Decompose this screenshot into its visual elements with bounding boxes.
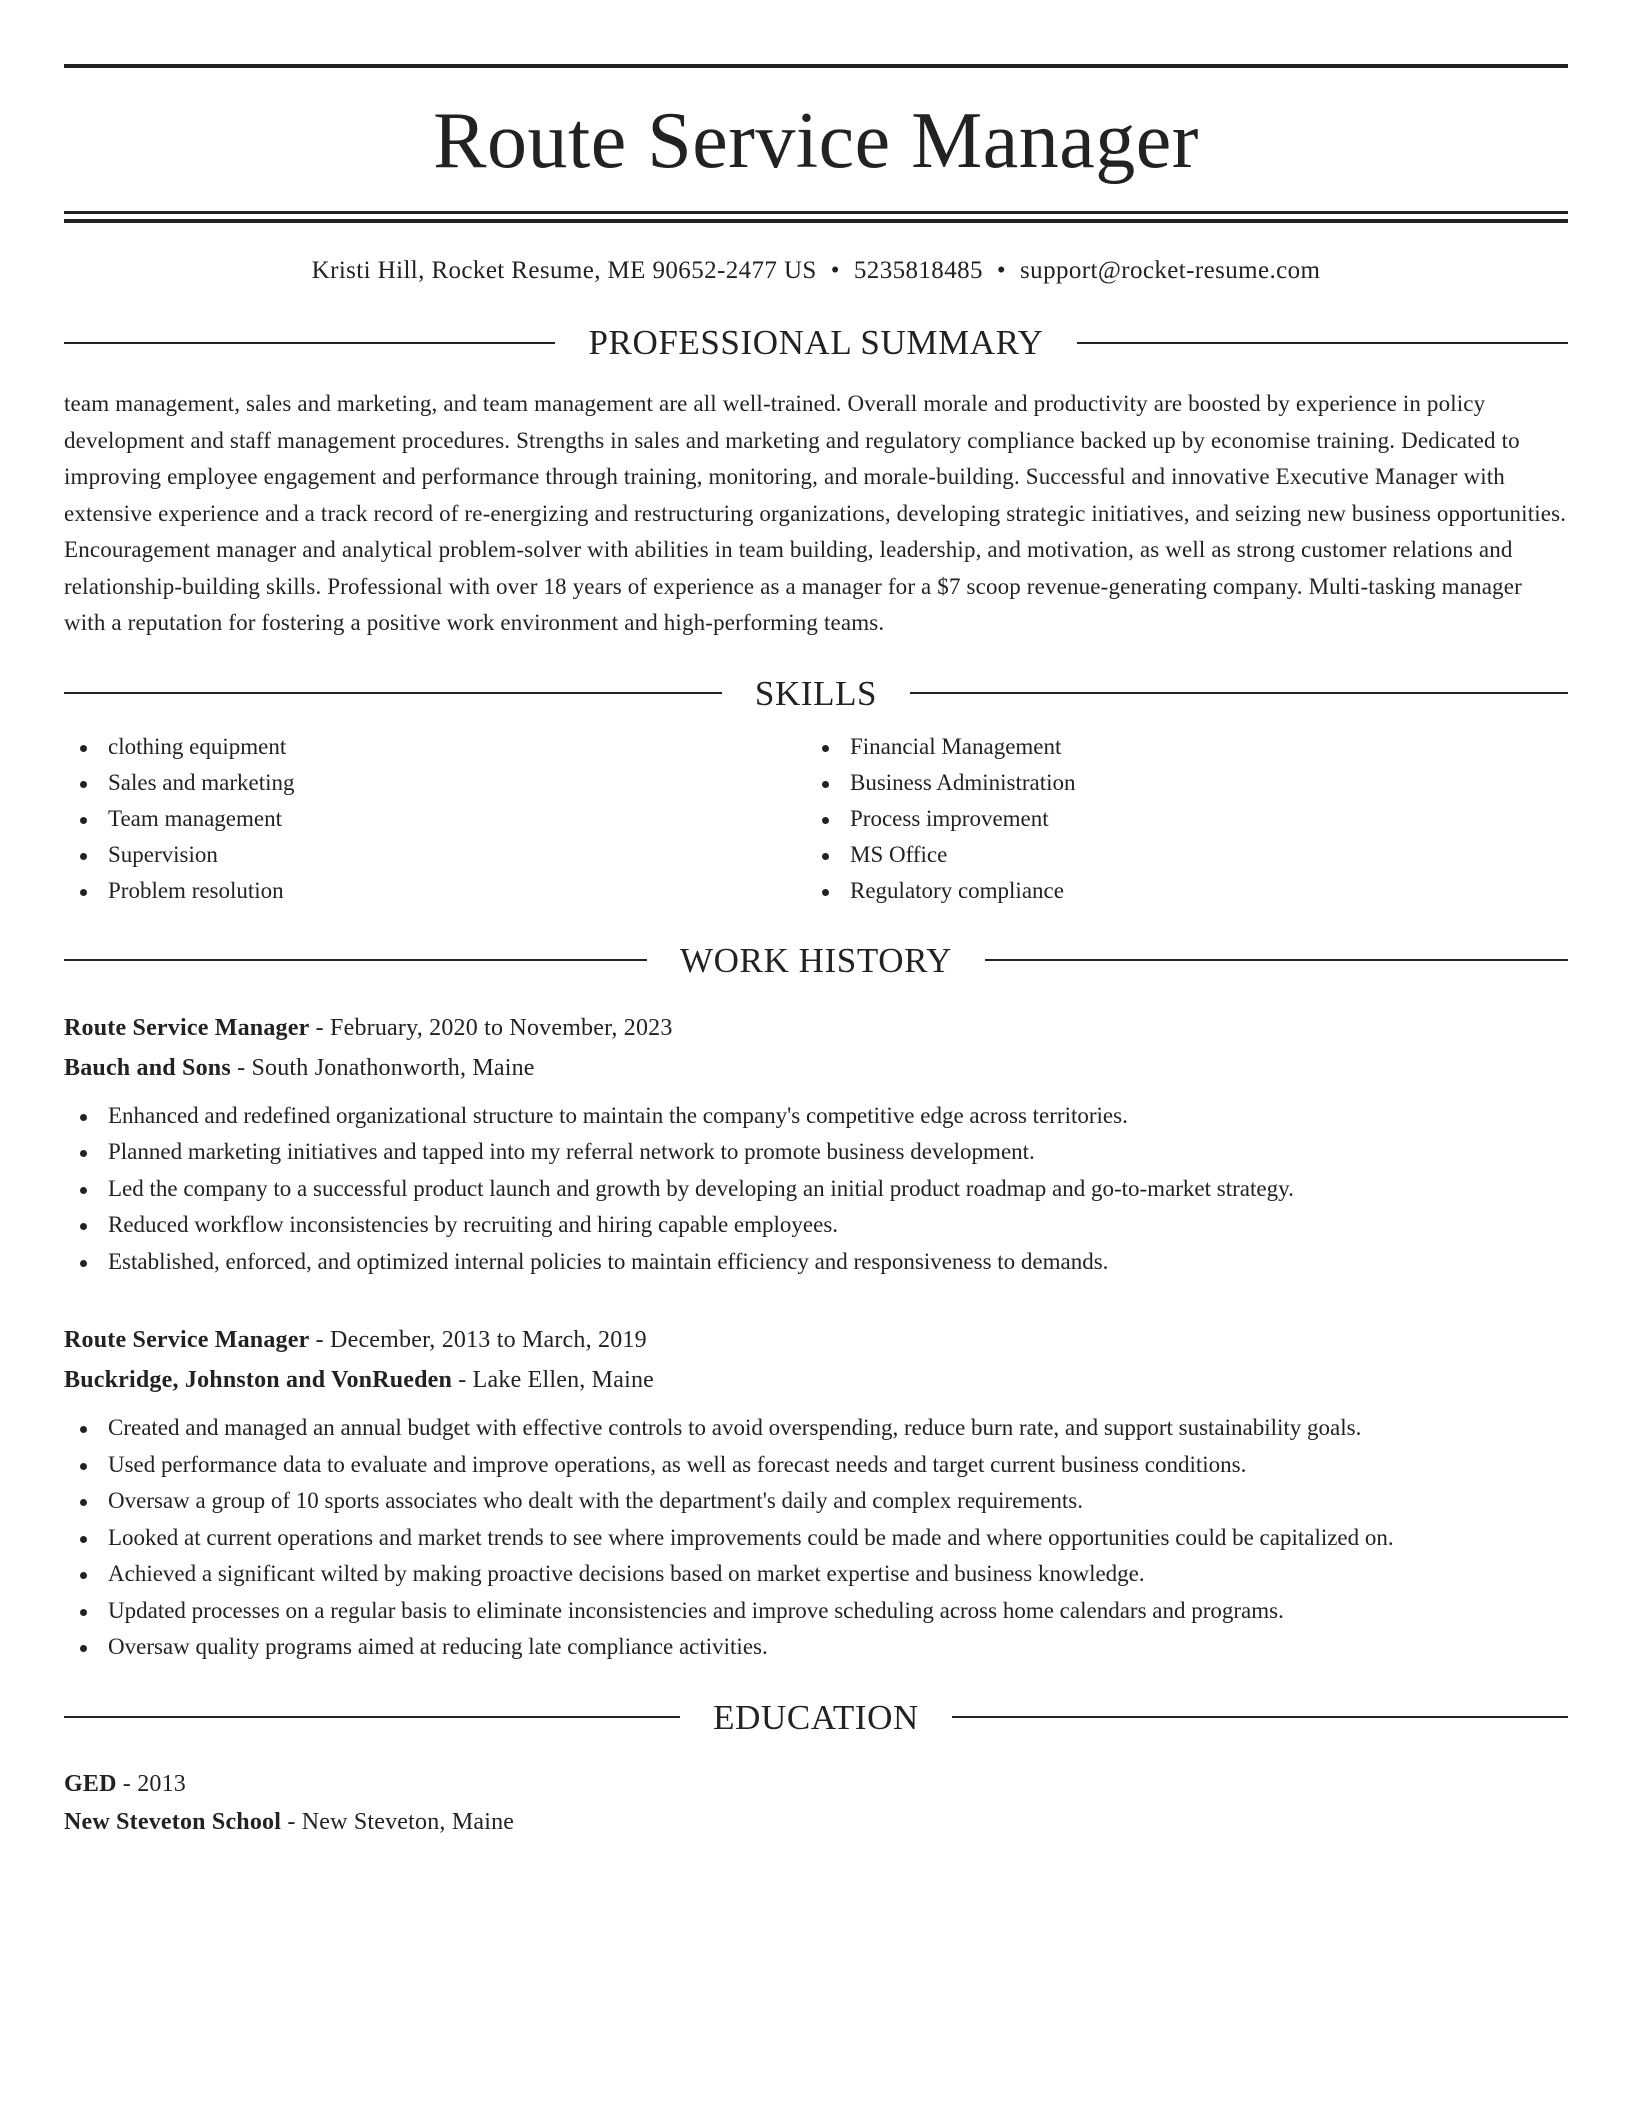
job-company-line — [64, 1360, 1568, 1400]
skill-item: Process improvement — [806, 801, 1548, 837]
skill-item: Team management — [64, 801, 806, 837]
title-double-rule — [64, 211, 1568, 223]
skills-column-left — [64, 729, 806, 909]
education-location: - New Steveton, Maine — [281, 1808, 515, 1835]
job-bullets — [64, 1410, 1568, 1666]
job-bullet: Looked at current operations and market trends to see where improvements could be made and where opportunities could be capitalized on. — [64, 1520, 1568, 1557]
resume-page — [64, 64, 1568, 1841]
resume-title: Route Service Manager — [433, 97, 1199, 185]
summary-heading: PROFESSIONAL SUMMARY — [588, 323, 1044, 362]
contact-email: support@rocket-resume.com — [1020, 257, 1321, 284]
top-rule — [64, 64, 1568, 68]
skills-heading: SKILLS — [754, 673, 878, 713]
job-title-line — [64, 1008, 1568, 1048]
education-year: - 2013 — [116, 1770, 187, 1797]
section-divider-right — [952, 1716, 1568, 1718]
skill-item: Regulatory compliance — [806, 873, 1548, 909]
job-bullet: Achieved a significant wilted by making proactive decisions based on market expertise and business knowledge. — [64, 1556, 1568, 1593]
job-location: - Lake Ellen, Maine — [452, 1367, 654, 1393]
job-bullet: Reduced workflow inconsistencies by recruiting and hiring capable employees. — [64, 1207, 1568, 1244]
job-bullet: Led the company to a successful product launch and growth by developing an initial product roadmap and go-to-market strategy. — [64, 1171, 1568, 1208]
skills-section-header — [64, 673, 1568, 713]
contact-separator: • — [830, 257, 840, 284]
skill-item: Sales and marketing — [64, 765, 806, 801]
work-heading: WORK HISTORY — [680, 940, 952, 980]
job-bullet: Updated processes on a regular basis to eliminate inconsistencies and improve scheduling across home calendars and programs. — [64, 1593, 1568, 1630]
job-title: Route Service Manager — [64, 1327, 310, 1353]
contact-line — [64, 257, 1568, 285]
education-section-header — [64, 1697, 1568, 1737]
section-divider-right — [985, 959, 1568, 961]
education-degree-line — [64, 1765, 1568, 1803]
summary-text: team management, sales and marketing, and team management are all well-trained. Overall morale and productivity are boosted by experience in policy development and staff management procedures. Strengths in sales and marketing and regulatory compliance backed up by economise training. Dedicated to improving employee engagement and performance through training, monitoring, and morale-building. Successful and innovative Executive Manager with extensive experience and a track record of re-energizing and restructuring organizations, developing strategic initiatives, and seizing new business opportunities. Encouragement manager and analytical problem-solver with abilities in team building, leadership, and motivation, as well as strong customer relations and relationship-building skills. Professional with over 18 years of experience as a manager for a $7 scoop revenue-generating company. Multi-tasking manager with a reputation for fostering a positive work environment and high-performing teams. — [64, 391, 1567, 635]
job-location: - South Jonathonworth, Maine — [230, 1054, 535, 1081]
job-bullet: Established, enforced, and optimized internal policies to maintain efficiency and responsiveness to demands. — [64, 1244, 1568, 1281]
education-school: New Steveton School — [64, 1808, 282, 1835]
job-bullet: Oversaw quality programs aimed at reducing late compliance activities. — [64, 1629, 1568, 1666]
work-section-header — [64, 940, 1568, 980]
contact-address: Kristi Hill, Rocket Resume, ME 90652-2477 US — [311, 257, 817, 284]
job-dates: - December, 2013 to March, 2019 — [309, 1327, 647, 1353]
job-dates: - February, 2020 to November, 2023 — [309, 1014, 673, 1041]
contact-separator: • — [996, 257, 1007, 284]
job-bullet: Used performance data to evaluate and improve operations, as well as forecast needs and target current business conditions. — [64, 1447, 1568, 1484]
skill-item: Supervision — [64, 837, 806, 873]
education-heading: EDUCATION — [713, 1697, 919, 1737]
section-divider-left — [64, 342, 555, 344]
skill-item: clothing equipment — [64, 729, 806, 765]
job-company-line — [64, 1048, 1568, 1088]
job-title-line — [64, 1320, 1568, 1360]
skill-item: MS Office — [806, 837, 1548, 873]
skill-item: Problem resolution — [64, 873, 806, 909]
job-title: Route Service Manager — [64, 1014, 310, 1041]
skill-item: Financial Management — [806, 729, 1548, 765]
job-bullet: Enhanced and redefined organizational structure to maintain the company's competitive edge across territories. — [64, 1098, 1568, 1135]
skills-column-right — [806, 729, 1548, 909]
skills-list — [64, 729, 1568, 909]
job-company: Buckridge, Johnston and VonRueden — [64, 1367, 453, 1393]
education-degree: GED — [64, 1770, 117, 1797]
education-school-line — [64, 1803, 1568, 1841]
job-entry — [64, 1008, 1568, 1281]
summary-section-header — [64, 325, 1568, 360]
job-bullets — [64, 1098, 1568, 1281]
job-company: Bauch and Sons — [64, 1054, 231, 1081]
section-divider-right — [1077, 342, 1568, 344]
job-entry — [64, 1320, 1568, 1666]
job-bullet: Created and managed an annual budget with effective controls to avoid overspending, reduce burn rate, and support sustainability goals. — [64, 1410, 1568, 1447]
section-divider-left — [64, 959, 647, 961]
job-bullet: Oversaw a group of 10 sports associates who dealt with the department's daily and complex requirements. — [64, 1483, 1568, 1520]
section-divider-right — [910, 692, 1568, 694]
education-entry — [64, 1765, 1568, 1841]
skill-item: Business Administration — [806, 765, 1548, 801]
section-divider-left — [64, 1716, 680, 1718]
job-bullet: Planned marketing initiatives and tapped into my referral network to promote business development. — [64, 1134, 1568, 1171]
section-divider-left — [64, 692, 722, 694]
contact-phone: 5235818485 — [853, 257, 983, 284]
